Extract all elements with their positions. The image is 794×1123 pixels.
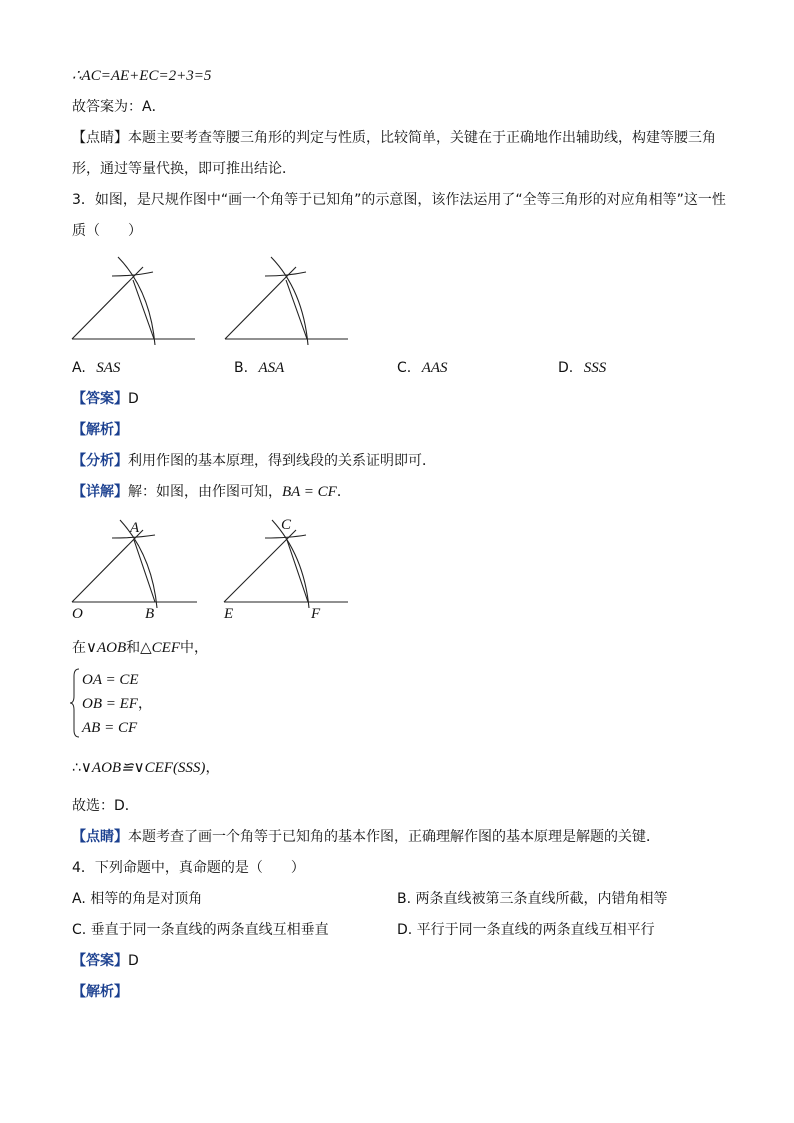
xiangjie-line: 【详解】解：如图，由作图可知，BA = CF． [72,484,351,500]
q3-option-b[interactable]: B. ASA [234,360,285,376]
q3-option-a[interactable]: A. SAS [72,360,121,376]
comment-line-2: 形，通过等量代换，即可推出结论． [72,161,296,177]
label-c: C [281,517,292,533]
answer-3: 【答案】D [72,391,139,407]
question-3-line-2: 质（ ） [72,223,142,239]
q4-option-a[interactable]: A. 相等的角是对顶角 [72,891,203,907]
question-3-line-1: 3．如图，是尺规作图中“画一个角等于已知角”的示意图，该作法运用了“全等三角形的对应角相等”这一性 [72,192,726,208]
label-e: E [224,606,234,622]
q4-option-c[interactable]: C. 垂直于同一条直线的两条直线互相垂直 [72,922,329,938]
in-triangles-line: 在∨AOB和△CEF中， [72,640,209,656]
question-4: 4．下列命题中，真命题的是（ ） [72,860,305,876]
analysis-3-heading: 【解析】 [72,422,128,438]
choose-line: 故选：D． [72,798,139,814]
q3-option-c[interactable]: C. AAS [397,360,448,376]
label-a: A [130,520,140,536]
system-eq-1: OA = CE [82,672,139,688]
solution-conclusion: ∴AC=AE+EC=2+3=5 [72,68,212,84]
comment-line-1: 【点睛】本题主要考查等腰三角形的判定与性质，比较简单，关键在于正确地作出辅助线，构建等腰三角 [72,130,716,146]
q4-option-d[interactable]: D. 平行于同一条直线的两条直线互相平行 [397,922,655,938]
label-b: B [145,606,155,622]
q4-option-b[interactable]: B. 两条直线被第三条直线所截，内错角相等 [397,891,668,907]
system-brace [70,668,80,738]
system-eq-3: AB = CF [82,720,138,736]
q3-option-d[interactable]: D. SSS [558,360,607,376]
answer-statement: 故答案为：A． [72,99,166,115]
system-eq-2-row: OB = EF， [82,696,152,712]
dianjing-3: 【点睛】本题考查了画一个角等于已知角的基本作图，正确理解作图的基本原理是解题的关键． [72,829,660,845]
analysis-4-heading: 【解析】 [72,984,128,1000]
label-f: F [311,606,321,622]
answer-4: 【答案】D [72,953,139,969]
label-o: O [72,606,83,622]
therefore-line: ∴∨AOB≌∨CEF(SSS)， [72,760,220,776]
fenxi-line: 【分析】利用作图的基本原理，得到线段的关系证明即可． [72,453,436,469]
